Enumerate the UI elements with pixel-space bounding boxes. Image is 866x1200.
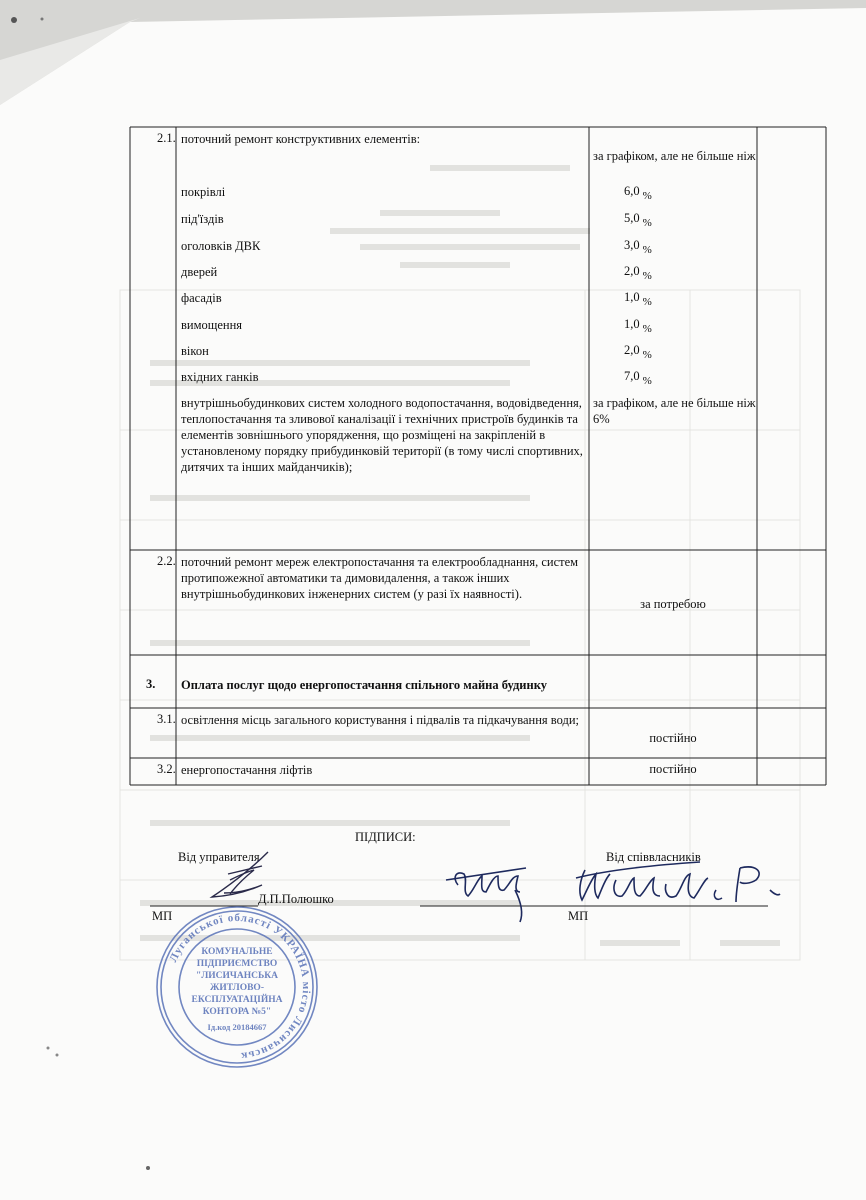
stamp-outer-text: Луганської області УКРАЇНА місто Лисичанськ bbox=[167, 911, 313, 1062]
item-value-doors: 2,0 % bbox=[624, 264, 652, 282]
item-label-windows: вікон bbox=[181, 344, 209, 358]
item-label-doors: дверей bbox=[181, 265, 218, 279]
item-label-chimney-heads: оголовків ДВК bbox=[181, 239, 261, 253]
manager-name: Д.П.Полюшко bbox=[258, 892, 334, 906]
item-value-porches: 7,0 % bbox=[624, 369, 652, 387]
item-label-entrances: під'їздів bbox=[181, 212, 224, 226]
item-label-porches: вхідних ганків bbox=[181, 370, 259, 384]
systems-schedule-line-1: за графіком, але не більше ніж bbox=[593, 396, 756, 410]
row-3-1-schedule: постійно bbox=[649, 731, 697, 745]
item-label-facades: фасадів bbox=[181, 291, 222, 305]
official-stamp bbox=[152, 902, 322, 1072]
item-value-paving: 1,0 % bbox=[624, 317, 652, 335]
stamp-line-2: ПІДПРИЄМСТВО bbox=[196, 959, 278, 969]
row-2-2-text-line-3: внутрішньобудинкових інженерних систем (у разі їх наявності). bbox=[181, 587, 523, 601]
row-2-2-number: 2.2. bbox=[157, 554, 176, 568]
item-label-roofs: покрівлі bbox=[181, 185, 226, 199]
mp-left: МП bbox=[152, 909, 173, 923]
row-2-2-text-line-2: протипожежної автоматики та димовидалення, а також інших bbox=[181, 571, 510, 585]
row-2-2-text-line-1: поточний ремонт мереж електропостачання та електрообладнання, систем bbox=[181, 555, 579, 569]
item-value-entrances: 5,0 % bbox=[624, 211, 652, 229]
systems-text-line-3: елементів зовнішнього упорядження, що розміщені на закріпленій в bbox=[181, 428, 546, 442]
row-3-1-number: 3.1. bbox=[157, 712, 176, 726]
stamp-code: Ід.код 20184667 bbox=[207, 1022, 267, 1032]
item-label-paving: вимощення bbox=[181, 318, 243, 332]
signatures-heading: ПІДПИСИ: bbox=[355, 830, 416, 844]
row-2-1-title: поточний ремонт конструктивних елементів: bbox=[181, 132, 421, 146]
item-value-facades: 1,0 % bbox=[624, 290, 652, 308]
stamp-line-6: КОНТОРА №5" bbox=[202, 1007, 272, 1017]
row-3-1-text: освітлення місць загального користування і підвалів та підкачування води; bbox=[181, 713, 580, 727]
section-3-title: Оплата послуг щодо енергопостачання спільного майна будинку bbox=[181, 678, 547, 692]
systems-text-line-2: теплопостачання та зливової каналізації і технічних пристроїв будинків та bbox=[181, 412, 578, 426]
section-3-number: 3. bbox=[146, 677, 156, 691]
systems-schedule-line-2: 6% bbox=[593, 412, 610, 426]
stamp-line-5: ЕКСПЛУАТАЦІЙНА bbox=[191, 995, 283, 1005]
row-3-2-number: 3.2. bbox=[157, 762, 176, 776]
manager-label: Від управителя bbox=[178, 850, 260, 864]
owners-label: Від співвласників bbox=[606, 850, 701, 864]
row-3-2-schedule: постійно bbox=[649, 762, 697, 776]
systems-text-line-4: установленому порядку прибудинковій території (в тому числі спортивних, bbox=[181, 444, 583, 458]
item-value-chimney-heads: 3,0 % bbox=[624, 238, 652, 256]
mp-right: МП bbox=[568, 909, 589, 923]
stamp-line-1: КОМУНАЛЬНЕ bbox=[201, 947, 273, 957]
stamp-line-4: ЖИТЛОВО- bbox=[209, 983, 265, 993]
row-2-1-number: 2.1. bbox=[157, 131, 176, 145]
item-value-windows: 2,0 % bbox=[624, 343, 652, 361]
systems-text-line-5: дитячих та інших майданчиків); bbox=[181, 460, 353, 474]
systems-text-line-1: внутрішньобудинкових систем холодного водопостачання, водовідведення, bbox=[181, 396, 582, 410]
row-2-1-schedule: за графіком, але не більше ніж bbox=[593, 149, 756, 163]
row-3-2-text: енергопостачання ліфтів bbox=[181, 763, 313, 777]
stamp-line-3: "ЛИСИЧАНСЬКА bbox=[195, 971, 279, 981]
item-value-roofs: 6,0 % bbox=[624, 184, 652, 202]
row-2-2-schedule: за потребою bbox=[640, 597, 706, 611]
